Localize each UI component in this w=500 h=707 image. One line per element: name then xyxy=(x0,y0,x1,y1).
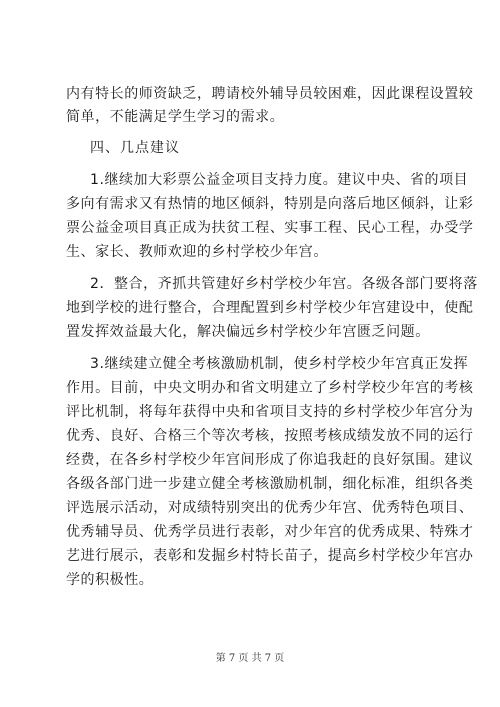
paragraph-line: 评选展示活动，对成绩特别突出的优秀少年宫、优秀特色项目、 xyxy=(66,500,474,516)
paragraph-line: 简单，不能满足学生学习的需求。 xyxy=(66,109,285,125)
paragraph-line: 优秀辅导员、优秀学员进行表彰，对少年宫的优秀成果、特殊才 xyxy=(66,524,474,540)
paragraph-line: 多向有需求又有热情的地区倾斜，特别是向落后地区倾斜，让彩 xyxy=(66,196,474,212)
section-heading: 四、几点建议 xyxy=(90,140,180,156)
paragraph-line: 2．整合，齐抓共管建好乡村学校少年宫。各级各部门要将落 xyxy=(90,276,478,292)
paragraph-line: 学的积极性。 xyxy=(66,572,154,588)
page-number-footer: 第 7 页 共 7 页 xyxy=(215,653,285,664)
paragraph-line: 置发挥效益最大化，解决偏远乡村学校少年宫匮乏问题。 xyxy=(66,324,430,340)
paragraph-line: 地到学校的进行整合，合理配置到乡村学校少年宫建设中，使配 xyxy=(66,300,474,316)
paragraph-line: 评比机制，将每年获得中央和省项目支持的乡村学校少年宫分为 xyxy=(66,404,474,420)
paragraph-line: 票公益金项目真正成为扶贫工程、实事工程、民心工程，办受学 xyxy=(66,220,474,236)
paragraph-line: 内有特长的师资缺乏，聘请校外辅导员较困难，因此课程设置较 xyxy=(66,86,474,102)
paragraph-line: 3.继续建立健全考核激励机制，使乡村学校少年宫真正发挥 xyxy=(90,356,469,372)
paragraph-line: 作用。目前，中央文明办和省文明建立了乡村学校少年宫的考核 xyxy=(66,380,474,396)
paragraph-line: 各级各部门进一步建立健全考核激励机制，细化标准，组织各类 xyxy=(66,476,474,492)
paragraph-line: 生、家长、教师欢迎的乡村学校少年宫。 xyxy=(66,244,328,260)
paragraph-line: 艺进行展示，表彰和发掘乡村特长苗子，提高乡村学校少年宫办 xyxy=(66,548,474,564)
paragraph-line: 1.继续加大彩票公益金项目支持力度。建议中央、省的项目 xyxy=(90,172,469,188)
paragraph-line: 优秀、良好、合格三个等次考核，按照考核成绩发放不同的运行 xyxy=(66,428,474,444)
paragraph-line: 经费，在各乡村学校少年宫间形成了你追我赶的良好氛围。建议 xyxy=(66,452,474,468)
